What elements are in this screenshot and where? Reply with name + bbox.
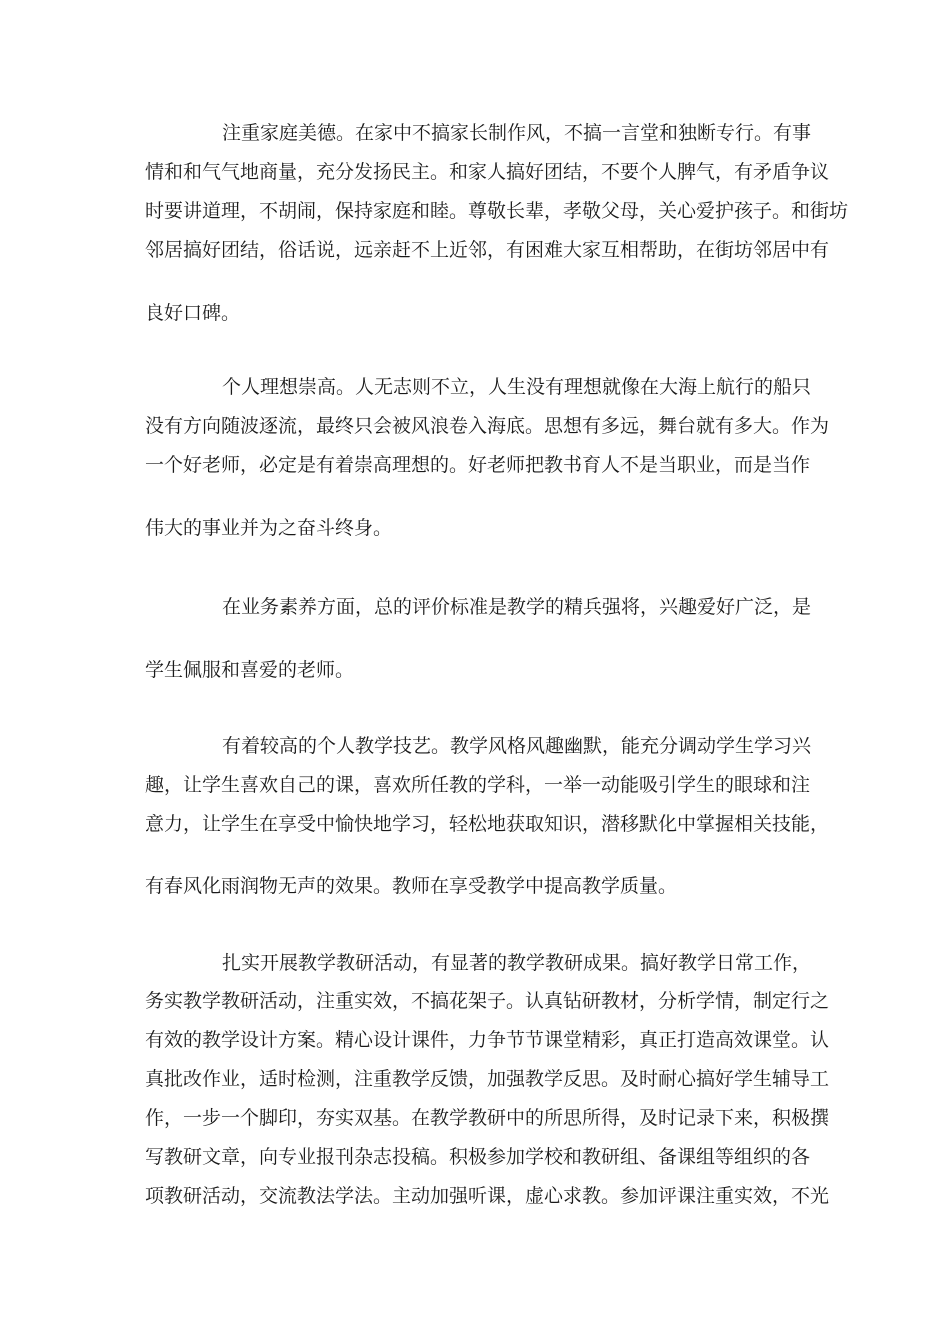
text-line: 有效的教学设计方案。精心设计课件，力争节节课堂精彩，真正打造高效课堂。认: [145, 1029, 830, 1051]
text-line: 意力，让学生在享受中愉快地学习，轻松地获取知识，潜移默化中掌握相关技能，: [145, 813, 830, 835]
text-line: 伟大的事业并为之奋斗终身。: [145, 517, 393, 539]
text-line: 项教研活动，交流教法学法。主动加强听课，虚心求教。参加评课注重实效，不光: [145, 1185, 830, 1207]
text-line: 个人理想崇高。人无志则不立，人生没有理想就像在大海上航行的船只: [222, 376, 812, 398]
text-line: 注重家庭美德。在家中不搞家长制作风，不搞一言堂和独断专行。有事: [222, 122, 812, 144]
text-line: 情和和气气地商量，充分发扬民主。和家人搞好团结，不要个人脾气，有矛盾争议: [145, 161, 830, 183]
text-line: 写教研文章，向专业报刊杂志投稿。积极参加学校和教研组、备课组等组织的各: [145, 1146, 811, 1168]
text-line: 趣，让学生喜欢自己的课，喜欢所任教的学科，一举一动能吸引学生的眼球和注: [145, 774, 811, 796]
text-line: 学生佩服和喜爱的老师。: [145, 659, 355, 681]
text-line: 务实教学教研活动，注重实效，不搞花架子。认真钻研教材，分析学情，制定行之: [145, 990, 830, 1012]
text-line: 时要讲道理，不胡闹，保持家庭和睦。尊敬长辈，孝敬父母，关心爱护孩子。和街坊: [145, 200, 849, 222]
text-line: 有春风化雨润物无声的效果。教师在享受教学中提高教学质量。: [145, 875, 678, 897]
text-line: 有着较高的个人教学技艺。教学风格风趣幽默，能充分调动学生学习兴: [222, 735, 812, 757]
text-line: 在业务素养方面，总的评价标准是教学的精兵强将，兴趣爱好广泛，是: [222, 596, 812, 618]
text-line: 良好口碑。: [145, 302, 241, 324]
text-line: 没有方向随波逐流，最终只会被风浪卷入海底。思想有多远，舞台就有多大。作为: [145, 415, 830, 437]
text-line: 作，一步一个脚印，夯实双基。在教学教研中的所思所得，及时记录下来，积极撰: [145, 1107, 830, 1129]
text-line: 邻居搞好团结，俗话说，远亲赶不上近邻，有困难大家互相帮助，在街坊邻居中有: [145, 239, 830, 261]
text-line: 一个好老师，必定是有着崇高理想的。好老师把教书育人不是当职业，而是当作: [145, 454, 811, 476]
text-line: 扎实开展教学教研活动，有显著的教学教研成果。搞好教学日常工作，: [222, 952, 812, 974]
text-line: 真批改作业，适时检测，注重教学反馈，加强教学反思。及时耐心搞好学生辅导工: [145, 1068, 830, 1090]
